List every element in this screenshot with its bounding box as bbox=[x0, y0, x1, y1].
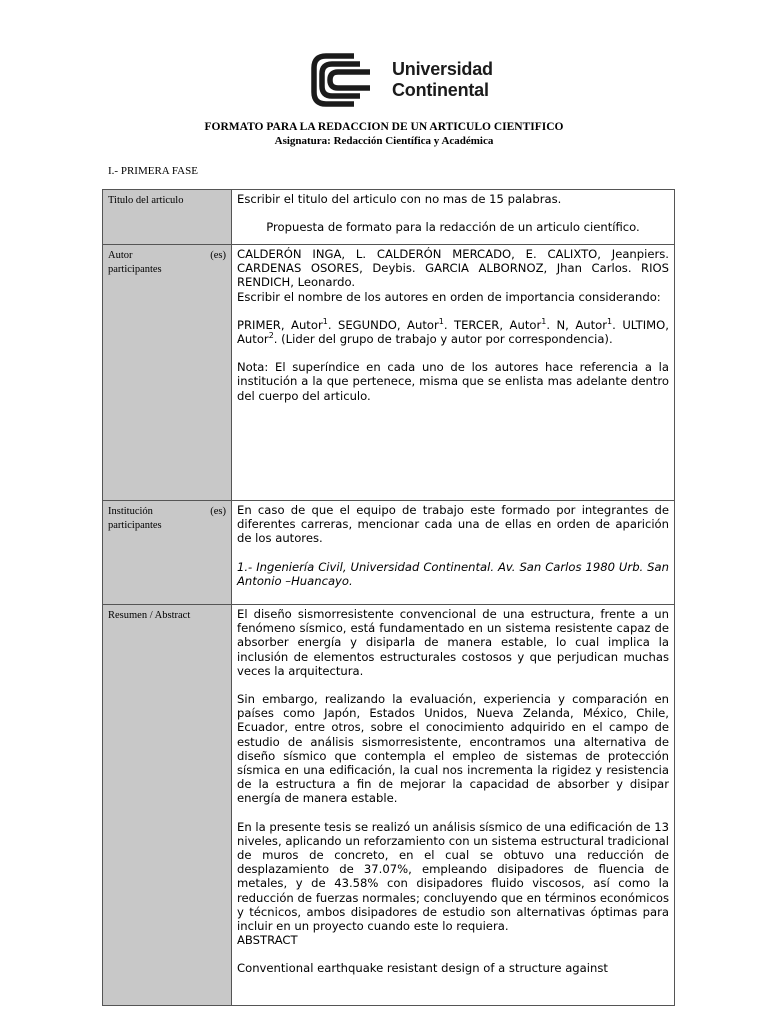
resumen-paragraph-1: El diseño sismorresistente convencional de una estructura, frente a un fenómeno sísmico, está fundamentado en un sistema resistente capaz de absorber energía y disiparla de manera estable, lo cual implica la inclusión de elementos estructurales costosos y que perjudican muchas veces la arquitectura. bbox=[237, 607, 669, 678]
table-row-autor bbox=[103, 245, 675, 501]
document-title: FORMATO PARA LA REDACCION DE UN ARTICULO CIENTIFICO bbox=[204, 121, 564, 133]
abstract-paragraph-1: Conventional earthquake resistant design of a structure against bbox=[237, 961, 608, 976]
autor-instruction: Escribir el nombre de los autores en orden de importancia considerando: bbox=[237, 289, 661, 304]
document-subtitle: Asignatura: Redacción Científica y Académica bbox=[274, 135, 494, 147]
resumen-paragraph-2: Sin embargo, realizando la evaluación, experiencia y comparación en países como Japón, Estados Unidos, Nueva Zelanda, México, Chile, Ecuador, entre otros, sobre el conocimiento adquirido en el campo de estudio de análisis sismorresistente, encontramos una alternativa de diseño sísmico que contempla el empleo de sistemas de protección sísmica en una edificación, la cual nos incrementa la rigidez y resistencia de la estructura a fin de mejorar la capacidad de absorber y disipar energía de manera estable. bbox=[237, 692, 669, 806]
institucion-instruction: En caso de que el equipo de trabajo este formado por integrantes de diferentes carreras, mencionar cada una de ellas en orden de aparición de los autores. bbox=[237, 503, 669, 546]
table-row-resumen bbox=[103, 605, 675, 1006]
logo-line-2: Continental bbox=[392, 80, 489, 100]
continental-logo-icon bbox=[310, 52, 382, 108]
autor-note: Nota: El superíndice en cada uno de los autores hace referencia a la institución a la que pertenece, misma que se enlista mas adelante dentro del cuerpo del articulo. bbox=[237, 360, 669, 403]
logo-wordmark bbox=[392, 59, 493, 101]
row-label-resumen: Resumen / Abstract bbox=[108, 610, 191, 621]
row-label-autor: Autor (es) participantes bbox=[108, 250, 226, 275]
table-row-institucion bbox=[103, 501, 675, 605]
section-heading: I.- PRIMERA FASE bbox=[108, 165, 198, 177]
titulo-instruction: Escribir el titulo del articulo con no mas de 15 palabras. bbox=[237, 192, 562, 206]
titulo-value: Propuesta de formato para la redacción de un articulo científico. bbox=[266, 220, 640, 235]
autor-order: PRIMER, Autor$^1$. SEGUNDO, Autor$^1$. TERCER, Autor$^1$. N, Autor$^1$. ULTIMO, Autor$^2$. (Lider del grupo de trabajo y autor por correspondencia). bbox=[237, 316, 669, 347]
university-logo bbox=[310, 52, 510, 108]
institucion-value: 1.- Ingeniería Civil, Universidad Continental. Av. San Carlos 1980 Urb. San Antonio –Huancayo. bbox=[237, 559, 669, 588]
resumen-paragraph-3: En la presente tesis se realizó un análisis sísmico de una edificación de 13 niveles, aplicando un reforzamiento con un sistema estructural tradicional de muros de concreto, en el cual se obtuvo una reducción de desplazamiento de 37.07%, empleando disipadores de fluencia de metales, y de 43.58% con disipadores fluido viscosos, así como la reducción de fuerzas normales; concluyendo que en términos económicos y técnicos, ambos disipadores de estudio son alternativas óptimas para incluir en un proyecto cuando este lo requiera. bbox=[237, 819, 669, 934]
abstract-heading: ABSTRACT bbox=[237, 933, 298, 948]
logo-line-1: Universidad bbox=[392, 59, 493, 79]
article-form-table bbox=[102, 189, 675, 1006]
autor-names: CALDERÓN INGA, L. CALDERÓN MERCADO, E. CALIXTO, Jeanpiers. CARDENAS OSORES, Deybis. GARCIA ALBORNOZ, Jhan Carlos. RIOS RENDICH, Leonardo. bbox=[237, 247, 669, 290]
table-row-titulo bbox=[103, 190, 675, 245]
row-label-institucion: Institución (es) participantes bbox=[108, 506, 226, 531]
row-label-titulo: Titulo del articulo bbox=[108, 195, 184, 206]
